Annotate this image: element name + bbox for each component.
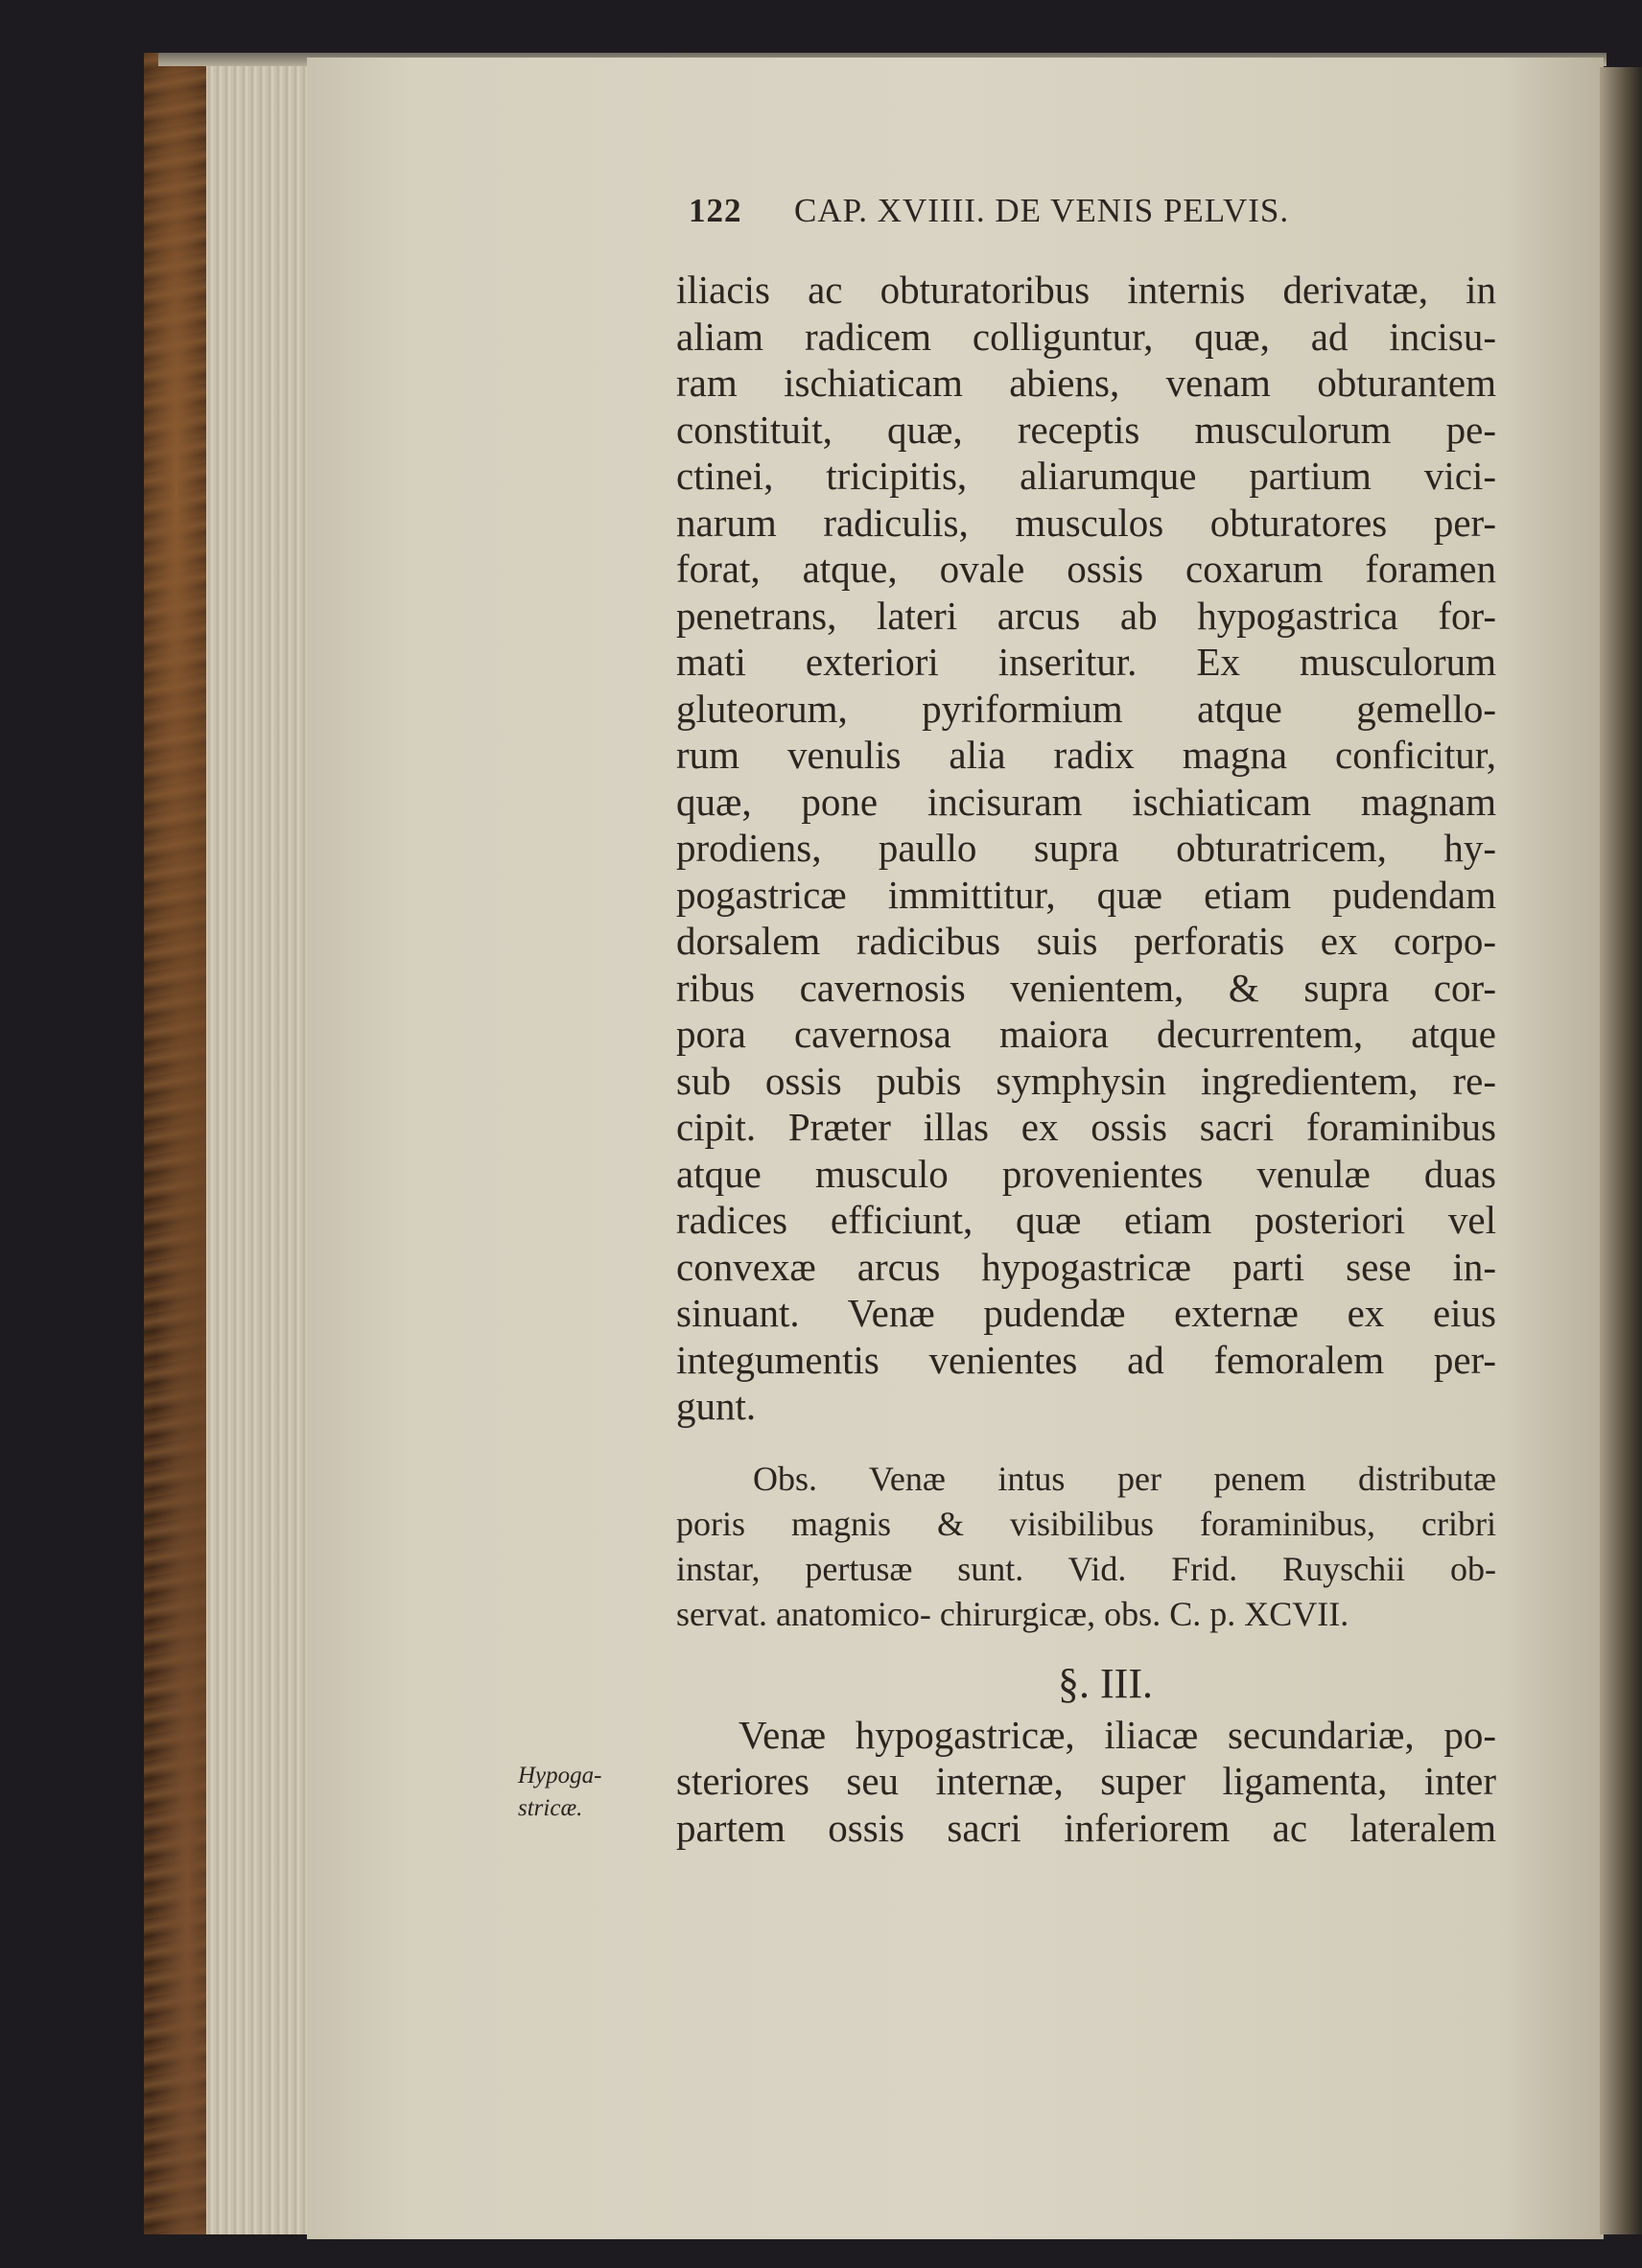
paragraph-line: sub ossis pubis symphysin ingredientem, re- (676, 1058, 1496, 1103)
paragraph-line: pora cavernosa maiora decurrentem, atque (676, 1012, 1496, 1056)
paragraph-line: ctinei, tricipitis, aliarumque partium vici- (676, 454, 1496, 498)
page-number: 122 (689, 192, 742, 229)
observation-line: poris magnis & visibilibus foraminibus, cribri (676, 1504, 1496, 1543)
section-body (676, 1712, 1496, 1852)
running-head (689, 192, 1418, 234)
paragraph-line: constituit, quæ, receptis musculorum pe- (676, 407, 1496, 452)
main-paragraph (676, 267, 1496, 1430)
observation-line: servat. anatomico- chirurgicæ, obs. C. p. XCVII. (676, 1594, 1349, 1633)
paragraph-line: gluteorum, pyriformium atque gemello- (676, 686, 1496, 731)
paragraph-line: prodiens, paullo supra obturatricem, hy- (676, 826, 1496, 870)
marginal-note-line: Hypoga- (518, 1763, 602, 1789)
chapter-title: CAP. XVIIII. DE VENIS PELVIS. (794, 192, 1290, 229)
marginal-note-line: stricæ. (518, 1795, 583, 1821)
paragraph-line: ram ischiaticam abiens, venam obturantem (676, 361, 1496, 405)
marginal-note (518, 1760, 633, 1825)
gutter-shadow (1600, 67, 1642, 2234)
paragraph-line: ribus cavernosis venientem, & supra cor- (676, 965, 1496, 1010)
paragraph-line: sinuant. Venæ pudendæ externæ ex eius (676, 1291, 1496, 1335)
section-heading: §. III. (1058, 1659, 1153, 1707)
paragraph-line: penetrans, lateri arcus ab hypogastrica for- (676, 593, 1496, 638)
paragraph-line: mati exteriori inseritur. Ex musculorum (676, 640, 1496, 684)
observation-note (676, 1457, 1496, 1637)
paragraph-line: convexæ arcus hypogastricæ parti sese in- (676, 1244, 1496, 1289)
observation-line: Obs. Venæ intus per penem distributæ (753, 1459, 1496, 1498)
paragraph-line: gunt. (676, 1384, 757, 1428)
paragraph-line: quæ, pone incisuram ischiaticam magnam (676, 779, 1496, 824)
paragraph-line: atque musculo provenientes venulæ duas (676, 1151, 1496, 1196)
paragraph-line: radices efficiunt, quæ etiam posteriori vel (676, 1198, 1496, 1242)
section-line: partem ossis sacri inferiorem ac lateralem (676, 1805, 1496, 1850)
paragraph-line: rum venulis alia radix magna conficitur, (676, 733, 1496, 777)
paragraph-line: iliacis ac obturatoribus internis derivatæ, in (676, 268, 1496, 312)
text-block (676, 267, 1496, 1851)
section-line: steriores seu internæ, super ligamenta, inter (676, 1759, 1496, 1803)
paragraph-line: narum radiculis, musculos obturatores per- (676, 500, 1496, 545)
section-line: Venæ hypogastricæ, iliacæ secundariæ, po- (739, 1712, 1496, 1757)
paragraph-line: integumentis venientes ad femoralem per- (676, 1337, 1496, 1382)
paragraph-line: forat, atque, ovale ossis coxarum foramen (676, 547, 1496, 591)
paragraph-line: pogastricæ immittitur, quæ etiam pudendam (676, 872, 1496, 917)
paragraph-line: cipit. Præter illas ex ossis sacri foraminibus (676, 1105, 1496, 1149)
observation-line: instar, pertusæ sunt. Vid. Frid. Ruyschii ob- (676, 1549, 1496, 1588)
paragraph-line: dorsalem radicibus suis perforatis ex corpo- (676, 919, 1496, 963)
paragraph-line: aliam radicem colliguntur, quæ, ad incisu- (676, 314, 1496, 359)
